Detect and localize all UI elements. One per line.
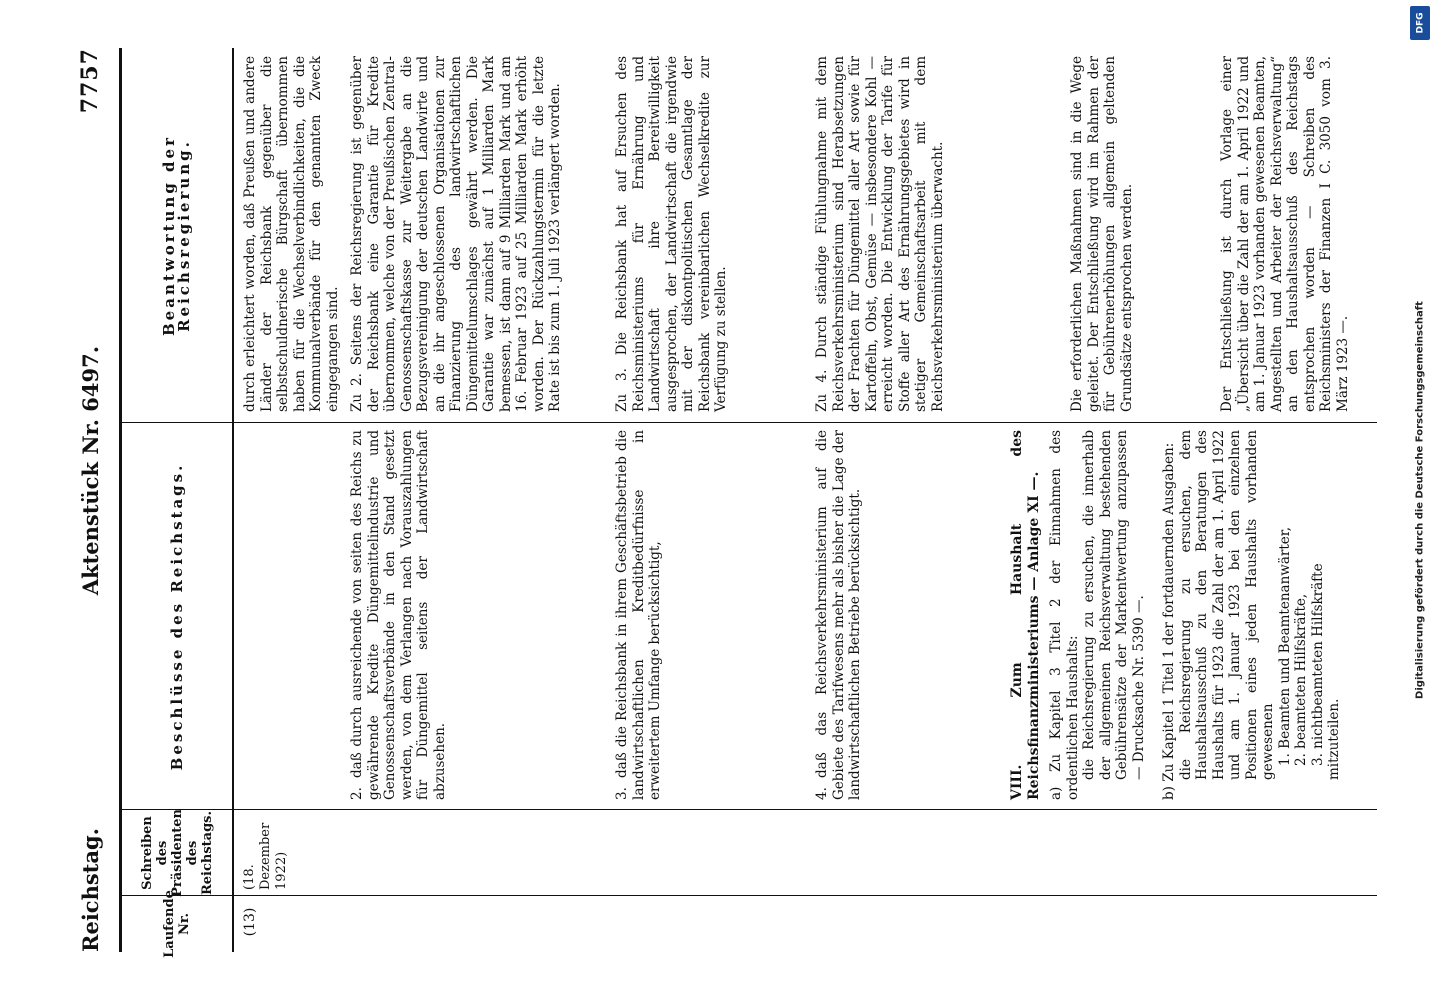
beschluss-4-text: daß das Reichsverkehrsministerium auf die Gebiete des Tarifwesens mehr als bisher die Lage der landwirtschaftlichen Betriebe berücksichtigt.	[814, 430, 863, 800]
beschluss-2-text: daß durch ausreichende von seiten des Reichs zu gewährende Kredite Düngemittelindustrie und Genossenschaftsverbände in den Stand gesetzt werden, von dem Verlangen nach Vorauszahlungen für Düngemittel seitens der Landwirtschaft abzusehen.	[349, 430, 448, 800]
beschluss-4	[814, 430, 864, 800]
section-b-text: die Reichsregierung zu ersuchen, dem Haushaltsausschuß zu den Beratungen des Haushalts für 1923 die Zahl der am 1. April 1922 und am 1. Januar 1923 bei den einzelnen Positionen eines jeden Haushalts vorhanden gewesenen	[1177, 430, 1276, 780]
table-header	[122, 48, 234, 958]
section-b-list-2: 2. beamteten Hilfskräfte,	[1293, 593, 1309, 766]
resolution-table	[119, 48, 1377, 958]
row-number: (13)	[242, 907, 258, 937]
header-center: Aktenstück Nr. 6497.	[77, 345, 103, 596]
dfg-logo-text: DFG	[1415, 12, 1426, 34]
antwort-1: durch erleichtert worden, daß Preußen und andere Länder der Reichsbank gegenüber die selbstschuldnerische Bürgschaft übernommen haben für die Wechselverbindlichkeiten, die die Kommunalverbände für den genannten Zweck eingegangen sind.	[242, 56, 341, 412]
page-number: 7757	[77, 48, 103, 114]
digitization-note	[1412, 10, 1428, 990]
section-b-list-1: 1. Beamten und Beamtenanwärter,	[1276, 527, 1293, 766]
row-date: (18. Dezember 1922)	[242, 822, 289, 890]
antwort-4: Zu 4. Durch ständige Fühlungnahme mit dem Reichsverkehrsministerium sind Herabsetzungen der Frachten für Düngemittel aller Art sowie für Kartoffeln, Obst, Gemüse — insbesondere Kohl — erreicht worden. Die Entwicklung der Tarife für Stoffe aller Art des Ernährungsgebietes wird in stetiger Gemeinschaftsarbeit mit dem Reichsverkehrsministerium überwacht.	[814, 56, 946, 412]
document-page	[37, 24, 1397, 976]
antwort-5: Die erforderlichen Maßnahmen sind in die Wege geleitet. Der Entschließung wird im Rahmen der für Gebührenerhöhungen allgemein geltenden Grundsätze entsprochen werden.	[1069, 56, 1135, 412]
section-a-intro: a) Zu Kapitel 3 Titel 2 der Einnahmen des ordentlichen Haushalts:	[1048, 430, 1081, 800]
beschluss-2	[349, 430, 448, 800]
header-left: Reichstag.	[77, 828, 103, 952]
antwort-2: Zu 2. Seitens der Reichsregierung ist gegenüber der Reichsbank eine Garantie für Kredite übernommen, welche von der Preußischen Zentral-Genossenschaftskasse zur Weitergabe an die Bezugsvereinigung der deutschen Landwirte und an die ihr angeschlossenen Organisationen zur Finanzierung des landwirtschaftlichen Düngemittelumschlages gewährt werden. Die Garantie war zunächst auf 1 Milliarden Mark bemessen, ist dann auf 9 Milliarden Mark und am 16. Februar 1923 auf 25 Milliarden Mark erhöht worden. Der Rückzahlungstermin für die letzte Rate ist bis zum 1. Juli 1923 verlängert worden.	[349, 56, 563, 412]
dfg-logo	[1410, 6, 1430, 40]
header-beantwortung: Beantwortung der Reichsregierung.	[160, 135, 193, 336]
page-header	[63, 48, 117, 952]
beschluss-4-label: 4.	[814, 787, 830, 800]
section-b-list-3: 3. nichtbeamteten Hilfskräfte	[1309, 563, 1326, 766]
section-b-intro: b) Zu Kapitel 1 Titel 1 der fortdauernden Ausgaben:	[1161, 442, 1177, 800]
beschluss-3-text: daß die Reichsbank in ihrem Geschäftsbetrieb die landwirtschaftlichen Kreditbedürfnisse in erweitertem Umfange berücksichtigt,	[614, 430, 663, 800]
beschluss-3-label: 3.	[614, 787, 630, 800]
header-nr: Laufende Nr.	[162, 890, 192, 958]
section-viii-title: VIII. Zum Haushalt des Reichsfinanzministeriums — Anlage XI —.	[1009, 430, 1042, 800]
digitization-note-text: Digitalisierung gefördert durch die Deutsche Forschungsgemeinschaft	[1414, 301, 1426, 699]
antwort-6: Der Entschließung ist durch Vorlage einer „Übersicht über die Zahl der am 1. April 1922 und am 1. Januar 1923 vorhanden gewesenen Beamten, Angestellten und Arbeiter der Reichsverwaltung“ an den Haushaltsausschuß des Reichstags entsprochen worden — Schreiben des Reichsministers der Finanzen I C. 3050 vom 3. März 1923 —.	[1219, 56, 1351, 412]
antwort-3: Zu 3. Die Reichsbank hat auf Ersuchen des Reichsministeriums für Ernährung und Landwirtschaft ihre Bereitwilligkeit ausgesprochen, der Landwirtschaft die irgendwie mit der diskontpolitischen Gesamtlage der Reichsbank vereinbarlichen Wechselkredite zur Verfügung zu stellen.	[614, 56, 729, 412]
beschluss-2-label: 2.	[349, 787, 365, 800]
beschluss-3	[614, 430, 664, 800]
section-a-text: die Reichsregierung zu ersuchen, die innerhalb der allgemeinen Reichsverwaltung bestehenden Gebührensätze der Markentwertung anzupassen — Drucksache Nr. 5390 —.	[1081, 430, 1147, 780]
section-b-end: mitzuteilen.	[1326, 698, 1342, 780]
table-body	[234, 48, 1377, 952]
header-schreiben: Schreiben des Präsidenten des Reichstags.	[139, 809, 215, 897]
header-beschluesse: Beschlüsse des Reichstags.	[167, 462, 186, 771]
section-viii	[1009, 430, 1343, 800]
